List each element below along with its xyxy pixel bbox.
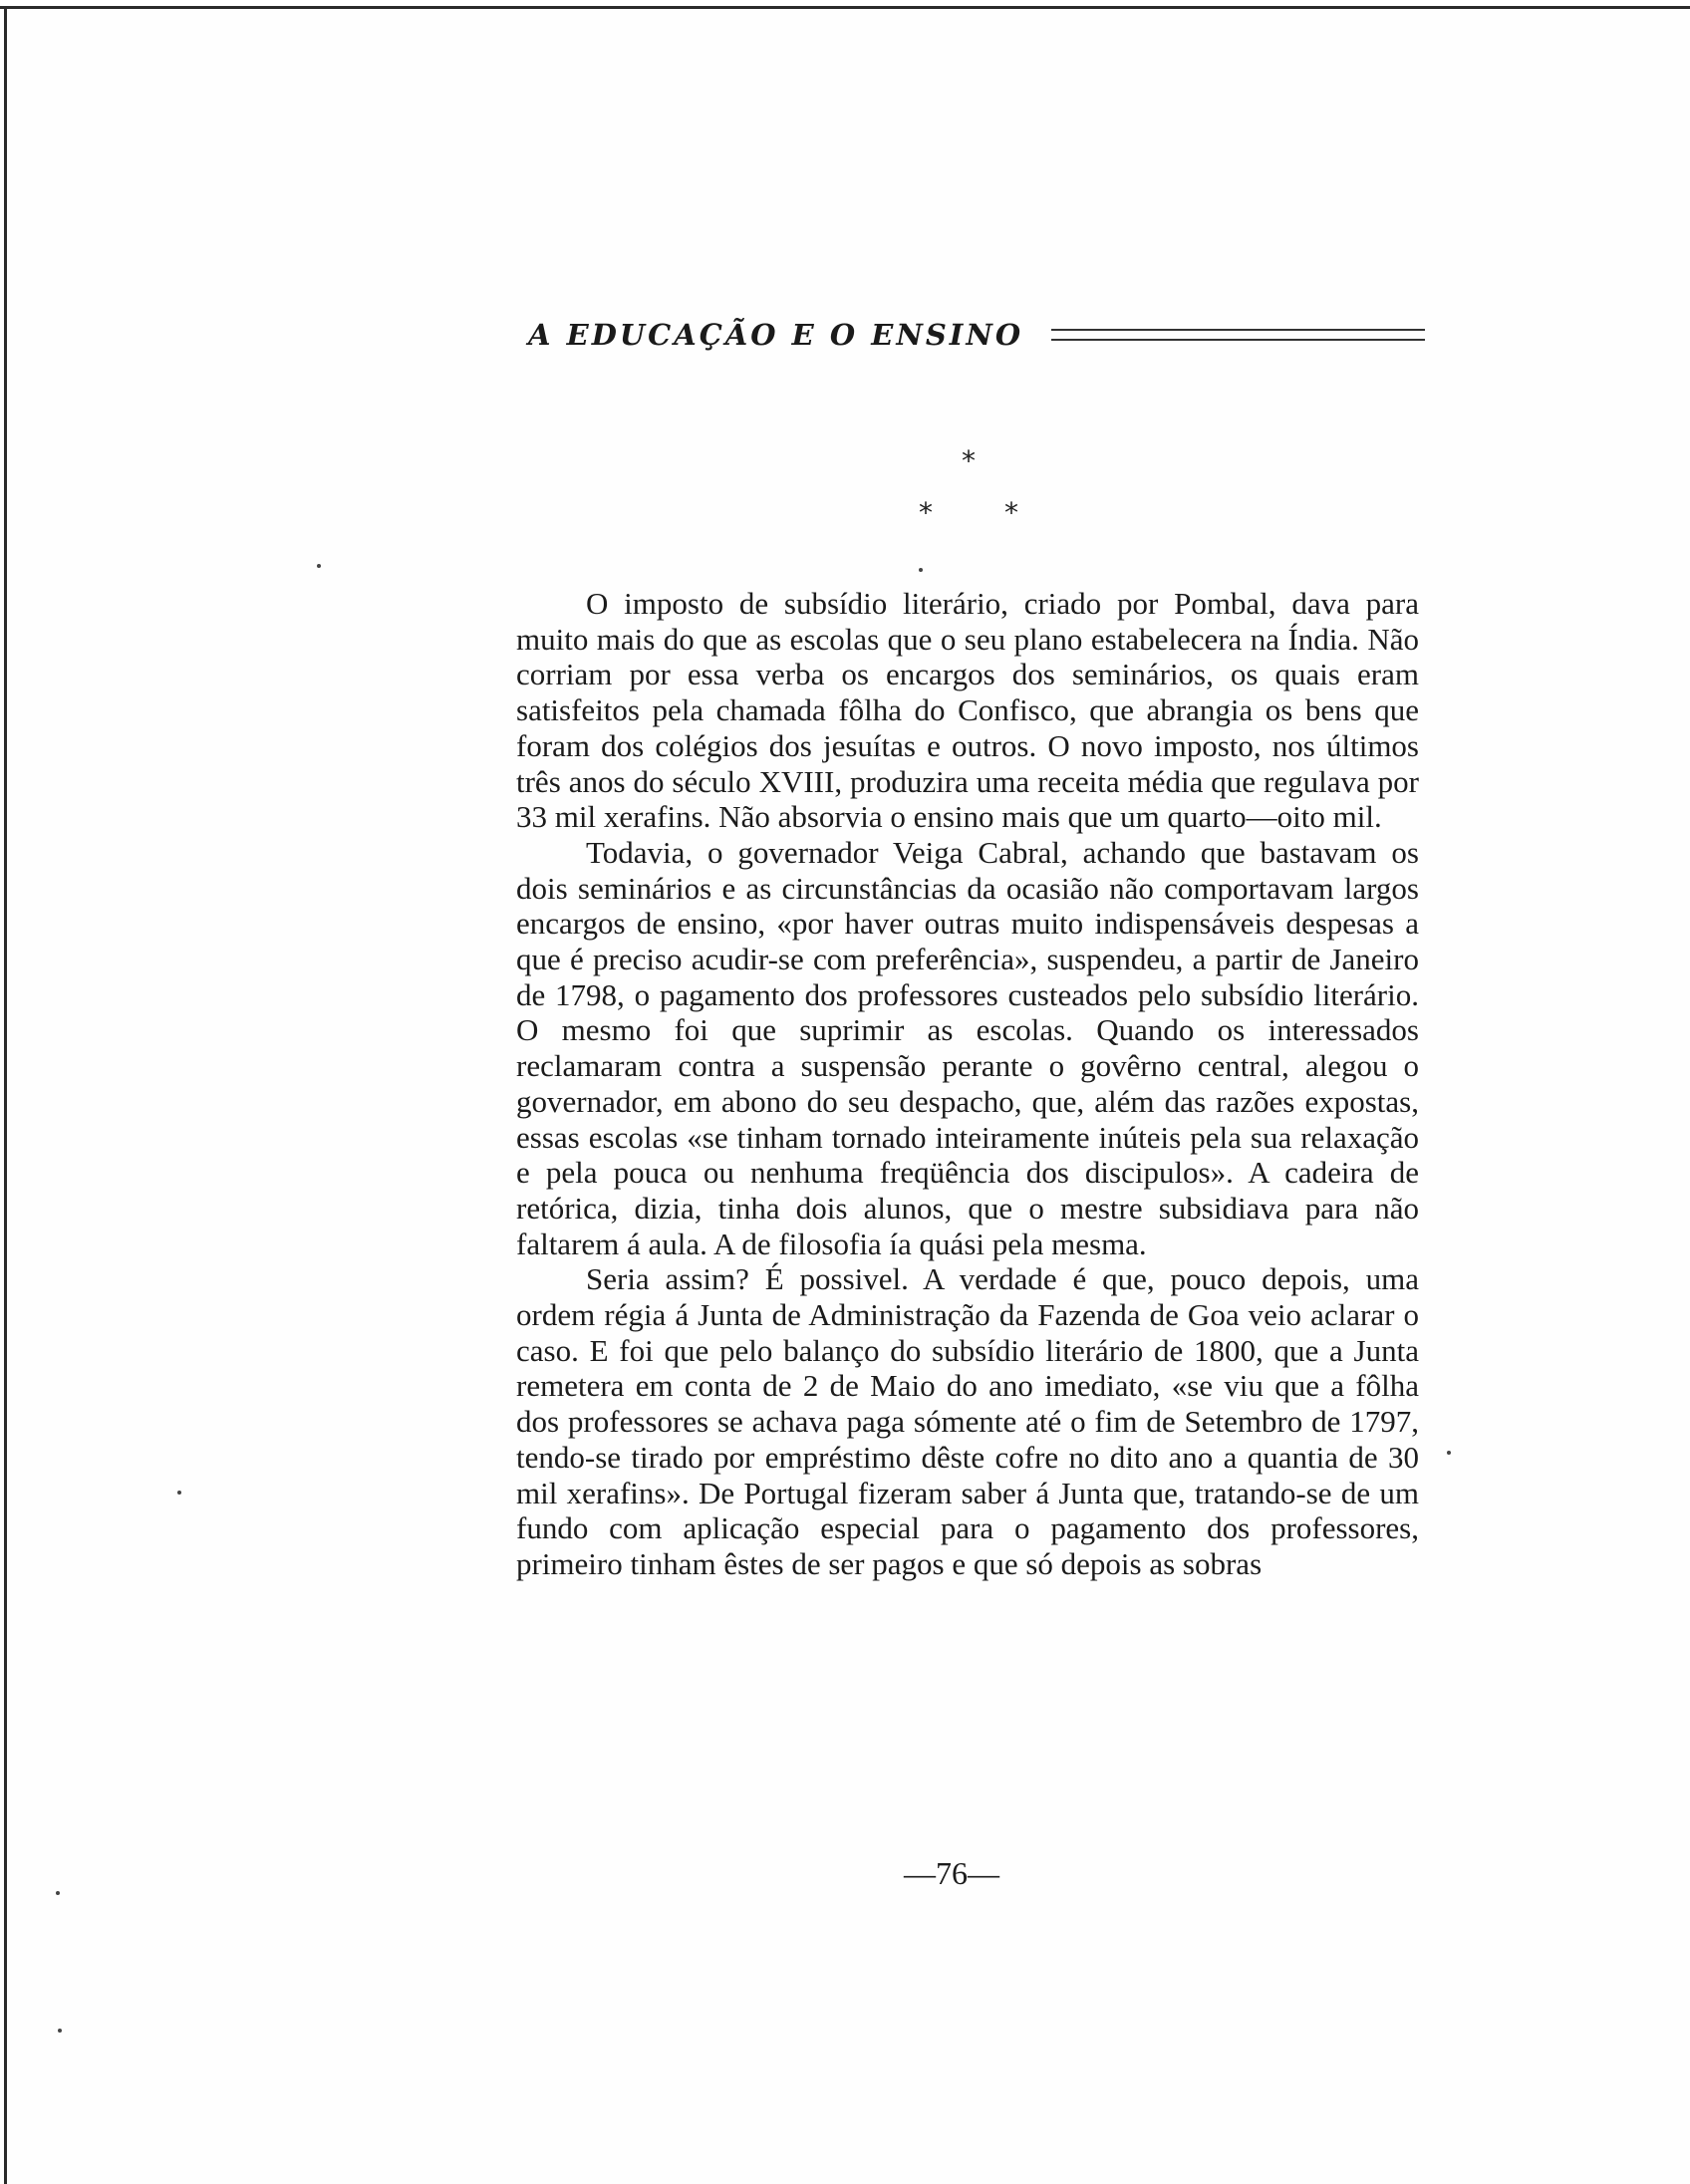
scan-speck bbox=[58, 2029, 62, 2033]
scan-speck bbox=[317, 564, 321, 568]
body-text bbox=[516, 586, 1419, 1582]
running-header bbox=[528, 313, 1425, 357]
scan-edge-top bbox=[0, 6, 1690, 9]
scan-speck bbox=[56, 1891, 60, 1895]
section-asterisk-right: * bbox=[1004, 496, 1018, 529]
header-rule bbox=[1051, 329, 1425, 341]
paragraph: Todavia, o governador Veiga Cabral, achando que bastavam os dois seminários e as circunstâncias da ocasião não comportavam largos encargos de ensino, «por haver outras muito indispensáveis despesas a que é preciso acudir-se com preferência», suspendeu, a partir de Janeiro de 1798, o pagamento dos professores custeados pelo subsídio literário. O mesmo foi que suprimir as escolas. Quando os interessados reclamaram contra a suspensão perante o govêrno central, alegou o governador, em abono do seu despacho, que, além das razões expostas, essas escolas «se tinham tornado inteiramente inúteis pela sua relaxação e pela pouca ou nenhuma freqüência dos discipulos». A cadeira de retórica, dizia, tinha dois alunos, que o mestre subsidiava para não faltarem á aula. A de filosofia ía quási pela mesma. bbox=[516, 834, 1419, 1261]
header-title: A EDUCAÇÃO E O ENSINO bbox=[528, 318, 1024, 352]
scan-speck bbox=[919, 568, 923, 572]
page-number: —76— bbox=[904, 1855, 999, 1891]
scan-speck bbox=[177, 1491, 181, 1495]
paragraph: Seria assim? É possivel. A verdade é que, pouco depois, uma ordem régia á Junta de Administração da Fazenda de Goa veio aclarar o caso. E foi que pelo balanço do subsídio literário de 1800, que a Junta remetera em conta de 2 de Maio do ano imediato, «se viu que a fôlha dos professores se achava paga sómente até o fim de Setembro de 1797, tendo-se tirado por empréstimo dêste cofre no dito ano a quantia de 30 mil xerafins». De Portugal fizeram saber á Junta que, tratando-se de um fundo com aplicação especial para o pagamento dos professores, primeiro tinham êstes de ser pagos e que só depois as sobras bbox=[516, 1261, 1419, 1581]
section-asterisk-top: * bbox=[962, 444, 976, 477]
scan-speck bbox=[1447, 1451, 1451, 1455]
paragraph: O imposto de subsídio literário, criado por Pombal, dava para muito mais do que as escolas que o seu plano estabelecera na Índia. Não corriam por essa verba os encargos dos seminários, os quais eram satisfeitos pela chamada fôlha do Confisco, que abrangia os bens que foram dos colégios dos jesuítas e outros. O novo imposto, nos últimos três anos do século XVIII, produzira uma receita média que regulava por 33 mil xerafins. Não absorvia o ensino mais que um quarto—oito mil. bbox=[516, 586, 1419, 835]
section-asterisk-left: * bbox=[919, 496, 933, 529]
